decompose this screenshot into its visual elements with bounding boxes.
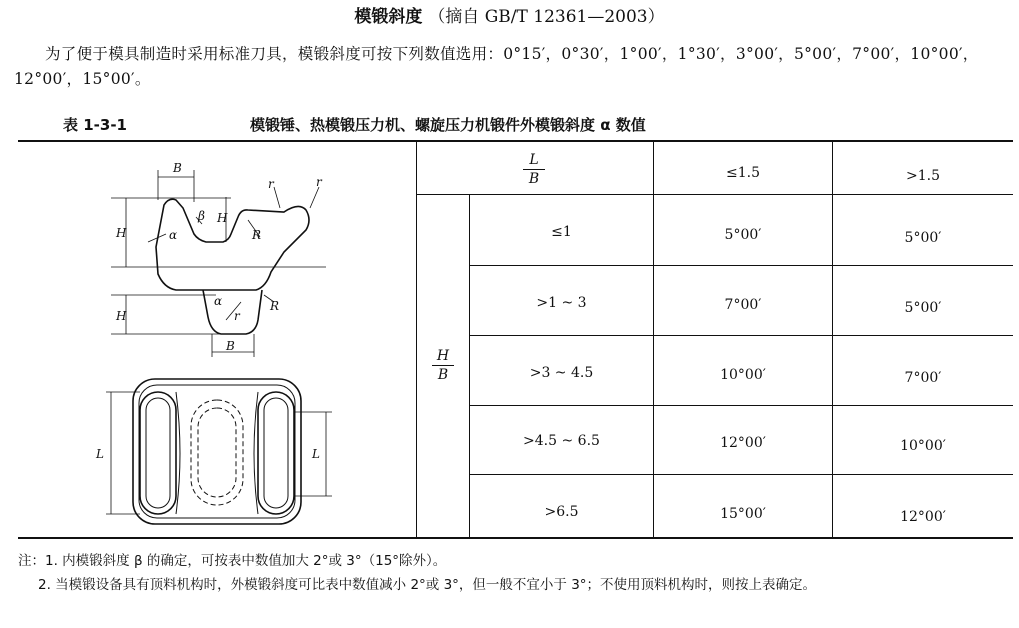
fraction-denominator: B xyxy=(528,171,540,187)
table-notes xyxy=(18,549,1013,597)
center-cavity-inner xyxy=(198,408,236,497)
col-rule-2 xyxy=(653,141,654,538)
label-R-lower: R xyxy=(270,299,280,313)
col-header-fraction xyxy=(523,152,545,187)
fraction-numerator: L xyxy=(529,152,539,168)
label-H-upper: H xyxy=(116,226,127,240)
row-hb-4: >4.5 ~ 6.5 xyxy=(523,433,600,449)
intro-paragraph: 为了便于模具制造时采用标准刀具，模锻斜度可按下列数值选用：0°15′，0°30′，1°00′，1°30′，3°00′，5°00′，7°00′，10°00′，12°00′，15°00′。 xyxy=(14,45,979,88)
row-4-val-1: 12°00′ xyxy=(720,435,766,451)
row-5-val-1: 15°00′ xyxy=(720,506,766,522)
header-row-rule xyxy=(416,194,1013,195)
row-rule-4 xyxy=(469,474,1013,475)
row-rule-2 xyxy=(469,335,1013,336)
table-caption: 模锻锤、热模锻压力机、螺旋压力机锻件外模锻斜度 α 数值 xyxy=(250,116,646,134)
col-rule-3 xyxy=(832,141,833,538)
row-2-val-2: 5°00′ xyxy=(904,300,942,316)
row-rule-3 xyxy=(469,405,1013,406)
left-slot-inner xyxy=(146,398,170,508)
row-hb-5: >6.5 xyxy=(544,504,579,520)
page-title xyxy=(0,2,1019,27)
row-1-val-1: 5°00′ xyxy=(724,227,762,243)
right-slot-inner xyxy=(264,398,288,508)
fraction-bar xyxy=(432,365,454,366)
label-alpha-upper: α xyxy=(169,228,178,242)
row-hb-3: >3 ~ 4.5 xyxy=(529,365,594,381)
row-2-val-1: 7°00′ xyxy=(724,297,762,313)
col-header-2: >1.5 xyxy=(906,168,940,184)
title-main: 模锻斜度 xyxy=(354,7,423,27)
label-L-outer: L xyxy=(96,447,104,461)
label-R-upper: R xyxy=(252,228,262,242)
right-slot-outer xyxy=(258,392,294,514)
dimension-lines xyxy=(111,170,326,357)
left-slot-outer xyxy=(140,392,176,514)
figure-divider xyxy=(416,141,417,538)
note-1: 注：1. 内模锻斜度 β 的确定，可按表中数值加大 2°或 3°（15°除外）。 xyxy=(18,553,447,569)
label-B-top: B xyxy=(173,161,182,175)
label-B-bottom: B xyxy=(226,339,235,353)
label-r-left: r xyxy=(268,177,274,191)
plan-labels xyxy=(95,447,320,461)
table-bottom-rule xyxy=(18,537,1013,539)
label-L-inner: L xyxy=(312,447,320,461)
row-header-fraction xyxy=(432,348,454,383)
plan-view-drawing xyxy=(133,379,301,524)
label-r-right: r xyxy=(316,175,322,189)
fraction-bar xyxy=(523,169,545,170)
title-source: （摘自 GB/T 12361—2003） xyxy=(428,7,665,27)
row-4-val-2: 10°00′ xyxy=(900,438,946,454)
diagram-labels xyxy=(115,161,323,353)
fraction-numerator: H xyxy=(436,348,450,364)
row-1-val-2: 5°00′ xyxy=(904,230,942,246)
plan-outer-rect xyxy=(133,379,301,524)
label-beta: β xyxy=(198,209,205,223)
label-H-lower: H xyxy=(116,309,127,323)
row-3-val-2: 7°00′ xyxy=(904,370,942,386)
label-alpha-lower: α xyxy=(214,294,223,308)
forging-draft-diagram xyxy=(16,142,416,537)
note-2: 2. 当模锻设备具有顶料机构时，外模锻斜度可比表中数值减小 2°或 3°，但一般不宜小于 3°；不使用顶料机构时，则按上表确定。 xyxy=(38,577,817,593)
row-3-val-1: 10°00′ xyxy=(720,367,766,383)
fraction-denominator: B xyxy=(437,367,449,383)
table-number: 表 1-3-1 xyxy=(63,116,127,134)
row-hb-1: ≤1 xyxy=(551,224,572,240)
row-hb-2: >1 ~ 3 xyxy=(536,295,587,311)
label-r-lower: r xyxy=(234,309,240,323)
row-rule-1 xyxy=(469,265,1013,266)
center-cavity-outer xyxy=(191,400,243,505)
cross-section-drawing xyxy=(156,199,309,334)
row-5-val-2: 12°00′ xyxy=(900,509,946,525)
col-header-1: ≤1.5 xyxy=(726,165,760,181)
plan-inner-rect xyxy=(139,385,295,518)
label-H-mid: H xyxy=(217,211,228,225)
forging-profile xyxy=(156,199,309,290)
